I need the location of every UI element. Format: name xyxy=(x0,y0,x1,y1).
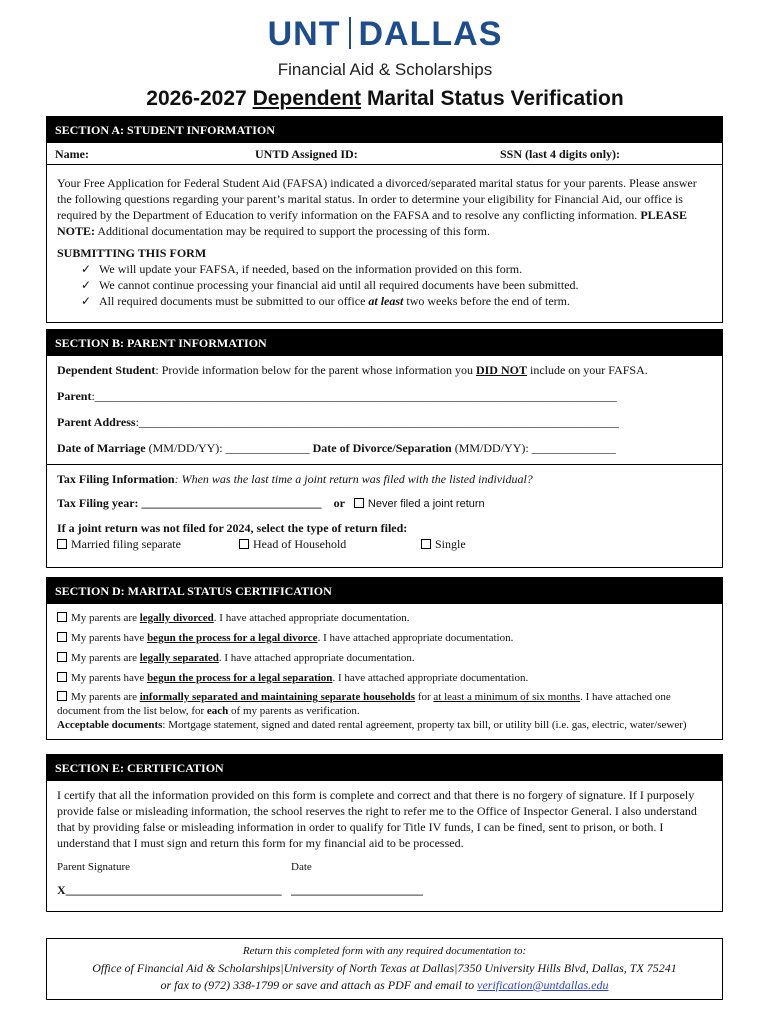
checkbox[interactable] xyxy=(57,612,67,622)
checkbox[interactable] xyxy=(57,691,67,701)
return-instructions: Return this completed form with any required documentation to: Office of Financial Aid & Scholarships|University of North Texas at Dallas|7350 University Hills Blvd, Dallas, TX 75241 or fax to (972) 338-1799 or save and attach as PDF and email to verification@untdallas.edu xyxy=(46,938,723,1000)
section-b xyxy=(46,329,723,568)
checkbox[interactable] xyxy=(421,539,431,549)
option-legally-divorced[interactable]: My parents are legally divorced. I have attached appropriate documentation. xyxy=(57,610,712,626)
dependent-instructions: Dependent Student: Provide information below for the parent whose information you DID NOT include on your FAFSA. xyxy=(57,363,648,377)
submitting-list xyxy=(57,261,712,309)
option-informally-separated[interactable]: My parents are informally separated and maintaining separate households for at least a minimum of six months. I have attached one document from the list below, for each of my parents as verification. xyxy=(57,691,671,717)
section-b-header: SECTION B: PARENT INFORMATION xyxy=(47,330,722,356)
never-filed-checkbox[interactable] xyxy=(354,498,364,508)
option-separation-process[interactable]: My parents have begun the process for a legal separation. I have attached appropriate documentation. xyxy=(57,670,712,686)
section-a-header: SECTION A: STUDENT INFORMATION xyxy=(47,117,722,143)
tax-year-row: Tax Filing year: ______________________________ or Never filed a joint return xyxy=(57,496,485,510)
tax-filing-question: Tax Filing Information: When was the last time a joint return was filed with the listed individual? xyxy=(57,472,533,486)
checkbox[interactable] xyxy=(57,632,67,642)
signature-lines xyxy=(57,883,712,898)
logo-divider xyxy=(349,17,351,49)
section-d-header: SECTION D: MARITAL STATUS CERTIFICATION xyxy=(47,578,722,604)
student-info-row xyxy=(47,143,722,165)
untd-id-field[interactable]: UNTD Assigned ID: xyxy=(255,147,358,161)
logo-subtitle: Financial Aid & Scholarships xyxy=(277,60,493,79)
option-head-household[interactable]: Head of Household xyxy=(239,536,421,552)
signature-labels: Parent Signature Date xyxy=(57,861,312,873)
ssn-field[interactable]: SSN (last 4 digits only): xyxy=(500,147,621,161)
page-title: 2026-2027 Dependent Marital Status Verification xyxy=(146,87,624,110)
option-divorce-process[interactable]: My parents have begun the process for a legal divorce. I have attached appropriate documentation. xyxy=(57,630,712,646)
option-legally-separated[interactable]: My parents are legally separated. I have attached appropriate documentation. xyxy=(57,650,712,666)
list-item: ✓ All required documents must be submitted to our office at least two weeks before the end of term. xyxy=(81,294,570,308)
checkbox[interactable] xyxy=(57,672,67,682)
joint-return-question: If a joint return was not filed for 2024, select the type of return filed: xyxy=(57,521,408,535)
check-icon: ✓ xyxy=(81,278,92,292)
name-field[interactable]: Name: xyxy=(55,147,89,161)
option-married-separate[interactable]: Married filing separate xyxy=(57,536,239,552)
logo-unt: UNT xyxy=(267,15,341,53)
acceptable-documents: Acceptable documents: Mortgage statement, signed and dated rental agreement, property tax bill, or utility bill (i.e. gas, electric, water/sewer) xyxy=(57,719,687,731)
dates-row[interactable]: Date of Marriage (MM/DD/YY): ______________ Date of Divorce/Separation (MM/DD/YY): ______________ xyxy=(57,441,616,455)
section-e xyxy=(46,754,723,912)
section-a xyxy=(46,116,723,323)
list-item: ✓ We cannot continue processing your financial aid until all required documents have been submitted. xyxy=(81,278,579,292)
logo-dallas: DALLAS xyxy=(358,15,503,53)
return-type-options xyxy=(57,536,712,552)
unt-dallas-logo xyxy=(0,14,770,80)
tax-filing-block xyxy=(47,464,722,552)
parent-name-field[interactable]: Parent:_______________________________________________________________________________________ xyxy=(57,389,617,403)
section-a-body xyxy=(47,165,722,309)
section-d-body xyxy=(47,604,722,732)
section-e-body xyxy=(47,781,722,898)
list-item: ✓ We will update your FAFSA, if needed, based on the information provided on this form. xyxy=(81,262,523,276)
check-icon: ✓ xyxy=(81,262,92,276)
logo-wordmark xyxy=(0,14,770,54)
submitting-heading: SUBMITTING THIS FORM xyxy=(57,246,207,260)
parent-signature-field[interactable]: X____________________________________ xyxy=(57,883,282,897)
check-icon: ✓ xyxy=(81,294,92,308)
section-d xyxy=(46,577,723,740)
date-field[interactable]: ______________________ xyxy=(291,883,423,897)
intro-text: Your Free Application for Federal Student Aid (FAFSA) indicated a divorced/separated marital status for your parents. Please answer the following questions regarding your parent’s marital status. In order to determine your eligibility for Financial Aid, our office is required by the Department of Education to verify information on the FAFSA and to resolve any conflicting information. PLEASE NOTE: Additional documentation may be required to support the processing of this form. xyxy=(57,176,697,238)
checkbox[interactable] xyxy=(57,652,67,662)
parent-address-field[interactable]: Parent Address:________________________________________________________________________________ xyxy=(57,415,619,429)
option-single[interactable]: Single xyxy=(421,536,466,552)
tax-year-field[interactable]: Tax Filing year: ______________________________ xyxy=(57,496,322,510)
section-b-body xyxy=(47,356,722,456)
checkbox[interactable] xyxy=(239,539,249,549)
section-e-header: SECTION E: CERTIFICATION xyxy=(47,755,722,781)
email-link[interactable]: verification@untdallas.edu xyxy=(477,978,609,992)
checkbox[interactable] xyxy=(57,539,67,549)
certification-text: I certify that all the information provided on this form is complete and correct and that there is no forgery of signature. If I purposely provide false or misleading information, the school reserves the right to refer me to the Office of Inspector General. I also understand that by providing false or misleading information in order to qualify for Title IV funds, I can be fined, sent to prison, or both. I understand that I must sign and return this form for my financial aid to be processed. xyxy=(57,788,697,850)
